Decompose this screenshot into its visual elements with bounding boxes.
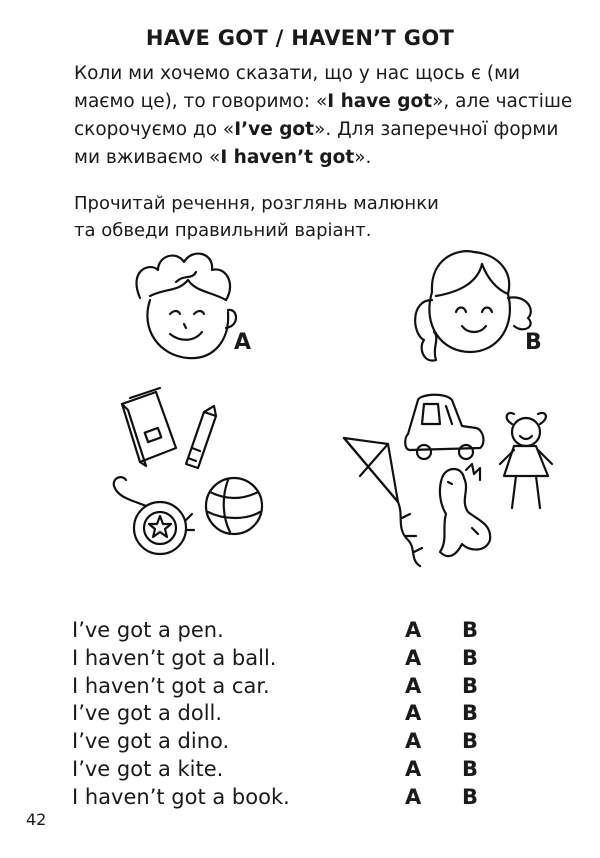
page-number: 42: [26, 810, 47, 829]
intro-line-1: Коли ми хочемо сказати, що у нас щось є (ми: [74, 63, 521, 84]
pen-drawing: [186, 406, 216, 468]
option-a[interactable]: A: [405, 756, 422, 781]
option-a[interactable]: A: [405, 729, 422, 754]
book-drawing: [122, 388, 176, 466]
option-b[interactable]: B: [462, 673, 479, 698]
intro-line-3: скорочуємо до «I’ve got». Для заперечної форми: [74, 119, 559, 140]
car-drawing: [405, 395, 483, 459]
instruction-line-1: Прочитай речення, розглянь малюнки: [74, 193, 439, 214]
sentence-text: I’ve got a dino.: [72, 729, 230, 754]
option-b[interactable]: B: [462, 729, 479, 754]
ball-drawing: [206, 478, 262, 534]
figure-label-a: A: [234, 330, 252, 355]
option-b[interactable]: B: [462, 756, 479, 781]
sentence-row: [72, 729, 552, 757]
figure-label-b: B: [525, 330, 542, 355]
sentence-row: [72, 618, 552, 646]
doll-drawing: [500, 413, 552, 508]
sentence-row: [72, 757, 552, 785]
sentence-text: I haven’t got a book.: [72, 784, 290, 809]
option-a[interactable]: A: [405, 701, 422, 726]
sentence-text: I’ve got a doll.: [72, 701, 223, 726]
sentence-text: I’ve got a pen.: [72, 618, 224, 642]
sentence-row: [72, 646, 552, 674]
sentence-row: [72, 674, 552, 702]
sentence-text: I haven’t got a car.: [72, 673, 270, 698]
boy-face-drawing: [136, 254, 236, 359]
sentence-row: [72, 785, 552, 813]
dino-drawing: [440, 464, 490, 556]
sentence-row: [72, 701, 552, 729]
option-a[interactable]: A: [405, 673, 422, 698]
option-b[interactable]: B: [462, 701, 479, 726]
option-a[interactable]: A: [405, 784, 422, 809]
option-b[interactable]: B: [462, 784, 479, 809]
option-a[interactable]: A: [405, 618, 422, 642]
option-b[interactable]: B: [462, 618, 479, 642]
yoyo-drawing: [114, 477, 194, 554]
option-a[interactable]: A: [405, 645, 422, 670]
kite-drawing: [344, 438, 422, 566]
intro-line-4: ми вживаємо «I haven’t got».: [74, 147, 372, 168]
page-title: HAVE GOT / HAVEN’T GOT: [145, 26, 455, 50]
sentence-text: I haven’t got a ball.: [72, 645, 277, 670]
option-b[interactable]: B: [462, 645, 479, 670]
intro-line-2: маємо це), то говоримо: «I have got», але частіше: [74, 91, 573, 112]
instruction-line-2: та обведи правильний варіант.: [74, 220, 372, 241]
sentence-text: I’ve got a kite.: [72, 756, 224, 781]
girl-face-drawing: [415, 251, 531, 360]
sentence-list: [72, 618, 552, 813]
